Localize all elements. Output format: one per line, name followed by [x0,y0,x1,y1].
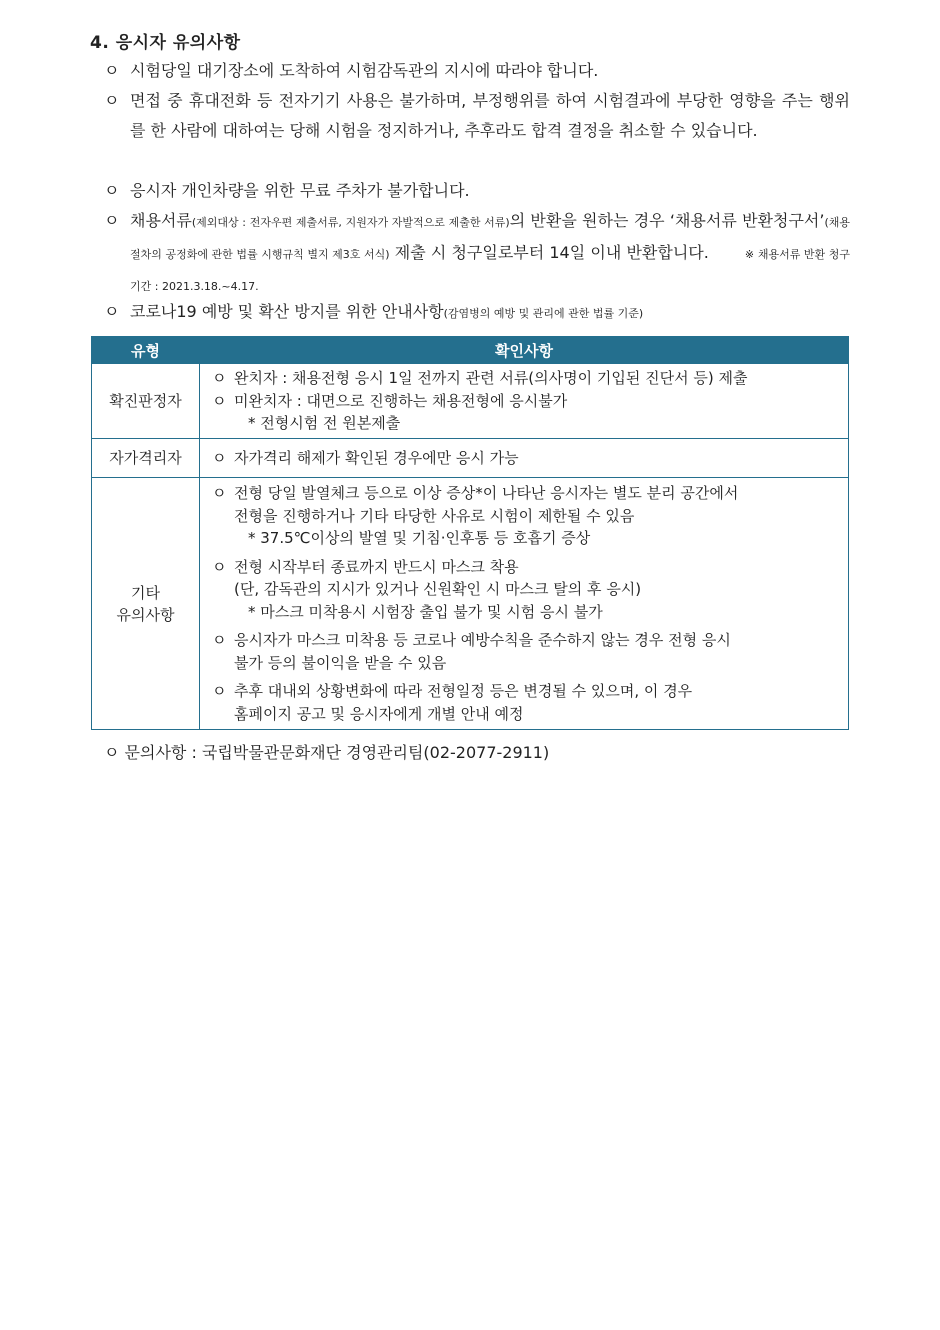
row-body [200,364,849,439]
list-item [212,390,840,435]
bullet-mark: ㅇ [212,557,227,576]
text-part: 채용서류 [130,211,192,230]
row-type [92,478,200,730]
bullet-text: 시험당일 대기장소에 도착하여 시험감독관의 지시에 따라야 합니다. [130,61,599,80]
list-item [212,367,840,390]
bullet-covid [104,297,850,329]
type-line: 유의사항 [116,605,175,624]
item-line: 완치자 : 채용전형 응시 1일 전까지 관련 서류(의사명이 기입된 진단서 등) 제출 [234,369,748,388]
return-period-note: ※ 채용서류 반환 청구기간 : 2021.3.18.~4.17. [130,248,850,293]
bullet-mark: ㅇ [212,369,227,388]
section-title: 4. 응시자 유의사항 [90,33,241,53]
list-item [212,447,840,470]
item-line: 홈페이지 공고 및 응시자에게 개별 안내 예정 [234,704,524,723]
table-row [92,439,849,478]
header-check: 확인사항 [200,337,849,364]
bullet-parking [104,176,850,206]
item-line: 자가격리 해제가 확인된 경우에만 응시 가능 [234,448,519,467]
bullet-mark: ㅇ [212,682,227,700]
table-row [92,364,849,439]
item-footnote: * 37.5℃이상의 발열 및 기침·인후통 등 호흡기 증상 [248,529,591,547]
text-small: (채용절차의 공정화에 관한 법률 시행규칙 별지 제3호 서식) [130,216,850,261]
bullet-devices [104,86,850,146]
bullet-mark: ㅇ [104,61,120,80]
item-line: 미완치자 : 대면으로 진행하는 채용전형에 응시불가 [234,391,568,410]
bullet-mark: ㅇ [212,631,227,649]
text-small: (감염병의 예방 및 관리에 관한 법률 기준) [443,307,644,320]
item-footnote: * 전형시험 전 원본제출 [248,414,401,433]
item-line: 전형 당일 발열체크 등으로 이상 증상*이 나타난 응시자는 별도 분리 공간에서 [234,484,739,502]
header-type: 유형 [92,337,200,364]
item-line: 불가 등의 불이익을 받을 수 있음 [234,653,447,672]
list-item [212,482,840,550]
bullet-mark: ㅇ [104,91,120,110]
list-item [212,556,840,624]
bullet-document-return [104,206,850,302]
item-footnote: * 마스크 미착용시 시험장 출입 불가 및 시험 응시 불가 [248,602,603,621]
bullet-mark: ㅇ [212,391,227,410]
bullet-text: 면접 중 휴대전화 등 전자기기 사용은 불가하며, 부정행위를 하여 시험결과에 부당한 영향을 주는 행위를 한 사람에 대하여는 당해 시험을 정지하거나, 추후라도 합격 결정을 취소할 수 있습니다. [130,91,850,140]
row-body [200,439,849,478]
type-line: 기타 [131,583,160,602]
item-line: 전형을 진행하거나 기타 타당한 사유로 시험이 제한될 수 있음 [234,506,635,525]
row-body [200,478,849,730]
item-line: 추후 대내외 상황변화에 따라 전형일정 등은 변경될 수 있으며, 이 경우 [234,682,693,700]
bullet-text: 응시자 개인차량을 위한 무료 주차가 불가합니다. [130,181,470,200]
item-line: 전형 시작부터 종료까지 반드시 마스크 착용 [234,557,519,576]
bullet-mark: ㅇ [104,181,120,200]
table-row [92,478,849,730]
list-item [212,629,840,674]
bullet-arrival [104,56,850,86]
bullet-text [130,297,850,329]
text-small: (제외대상 : 전자우편 제출서류, 지원자가 자발적으로 제출한 서류) [191,216,510,229]
table-header-row [92,337,849,364]
row-type: 확진판정자 [92,364,200,439]
row-type: 자가격리자 [92,439,200,478]
bullet-mark: ㅇ [212,448,227,467]
item-line: (단, 감독관의 지시가 있거나 신원확인 시 마스크 탈의 후 응시) [234,580,642,598]
text-part: 의 반환을 원하는 경우 ‘채용서류 반환청구서’ [509,211,825,230]
bullet-mark: ㅇ [104,302,120,321]
bullet-text [130,206,850,302]
covid-guidance-table [91,336,849,730]
contact-info: ㅇ 문의사항 : 국립박물관문화재단 경영관리팀(02-2077-2911) [104,743,550,762]
text-part: 코로나19 예방 및 확산 방지를 위한 안내사항 [130,302,444,321]
text-part: 제출 시 청구일로부터 14일 이내 반환합니다. [389,243,709,262]
bullet-mark: ㅇ [212,484,227,502]
bullet-mark: ㅇ [104,211,120,230]
item-line: 응시자가 마스크 미착용 등 코로나 예방수칙을 준수하지 않는 경우 전형 응시 [234,631,731,649]
list-item [212,680,840,725]
